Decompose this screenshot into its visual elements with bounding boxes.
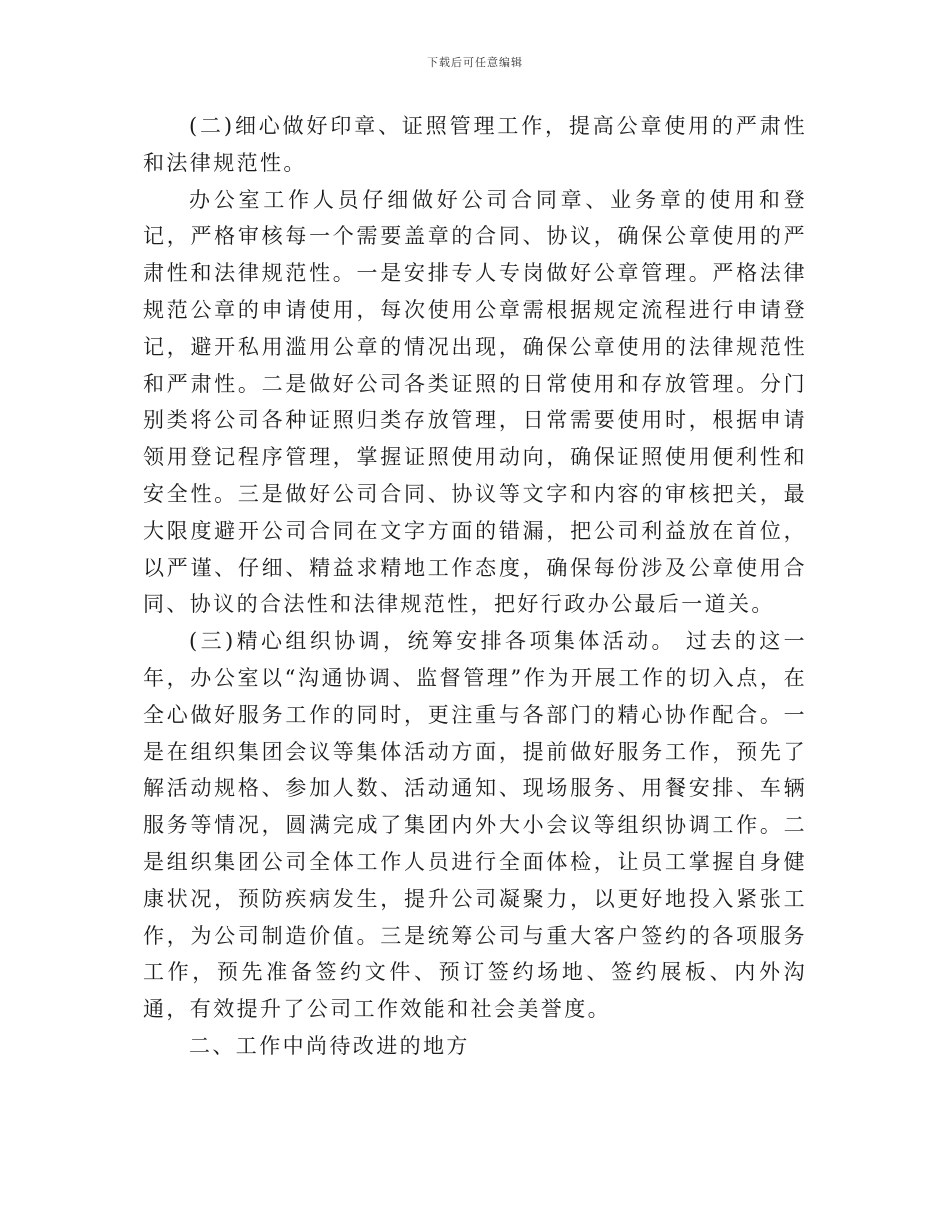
- document-body: [143, 108, 807, 1065]
- section-heading-improvements: 二、工作中尚待改进的地方: [189, 1033, 470, 1058]
- paragraph-seal-management: 办公室工作人员仔细做好公司合同章、业务章的使用和登记，严格审核每一个需要盖章的合同、协议，确保公章使用的严肃性和法律规范性。一是安排专人专岗做好公章管理。严格法律规范公章的申请使用，每次使用公章需根据规定流程进行申请登记，避开私用滥用公章的情况出现，确保公章使用的法律规范性和严肃性。二是做好公司各类证照的日常使用和存放管理。分门别类将公司各种证照归类存放管理，日常需要使用时，根据申请领用登记程序管理，掌握证照使用动向，确保证照使用便利性和安全性。三是做好公司合同、协议等文字和内容的审核把关，最大限度避开公司合同在文字方面的错漏，把公司利益放在首位，以严谨、仔细、精益求精地工作态度，确保每份涉及公章使用合同、协议的合法性和法律规范性，把好行政办公最后一道关。: [143, 187, 807, 617]
- paragraph-collective-activities: (三)精心组织协调，统筹安排各项集体活动。 过去的这一年，办公室以“沟通协调、监督管理”作为开展工作的切入点，在全心做好服务工作的同时，更注重与各部门的精心协作配合。一是在组织集团会议等集体活动方面，提前做好服务工作，预先了解活动规格、参加人数、活动通知、现场服务、用餐安排、车辆服务等情况，圆满完成了集团内外大小会议等组织协调工作。二是组织集团公司全体工作人员进行全面体检，让员工掌握自身健康状况，预防疾病发生，提升公司凝聚力，以更好地投入紧张工作，为公司制造价值。三是统筹公司与重大客户签约的各项服务工作，预先准备签约文件、预订签约场地、签约展板、内外沟通，有效提升了公司工作效能和社会美誉度。: [143, 629, 807, 1022]
- section-heading-seal-management: (二)细心做好印章、证照管理工作，提高公章使用的严肃性和法律规范性。: [143, 114, 807, 175]
- page-header: 下载后可任意编辑: [427, 56, 523, 69]
